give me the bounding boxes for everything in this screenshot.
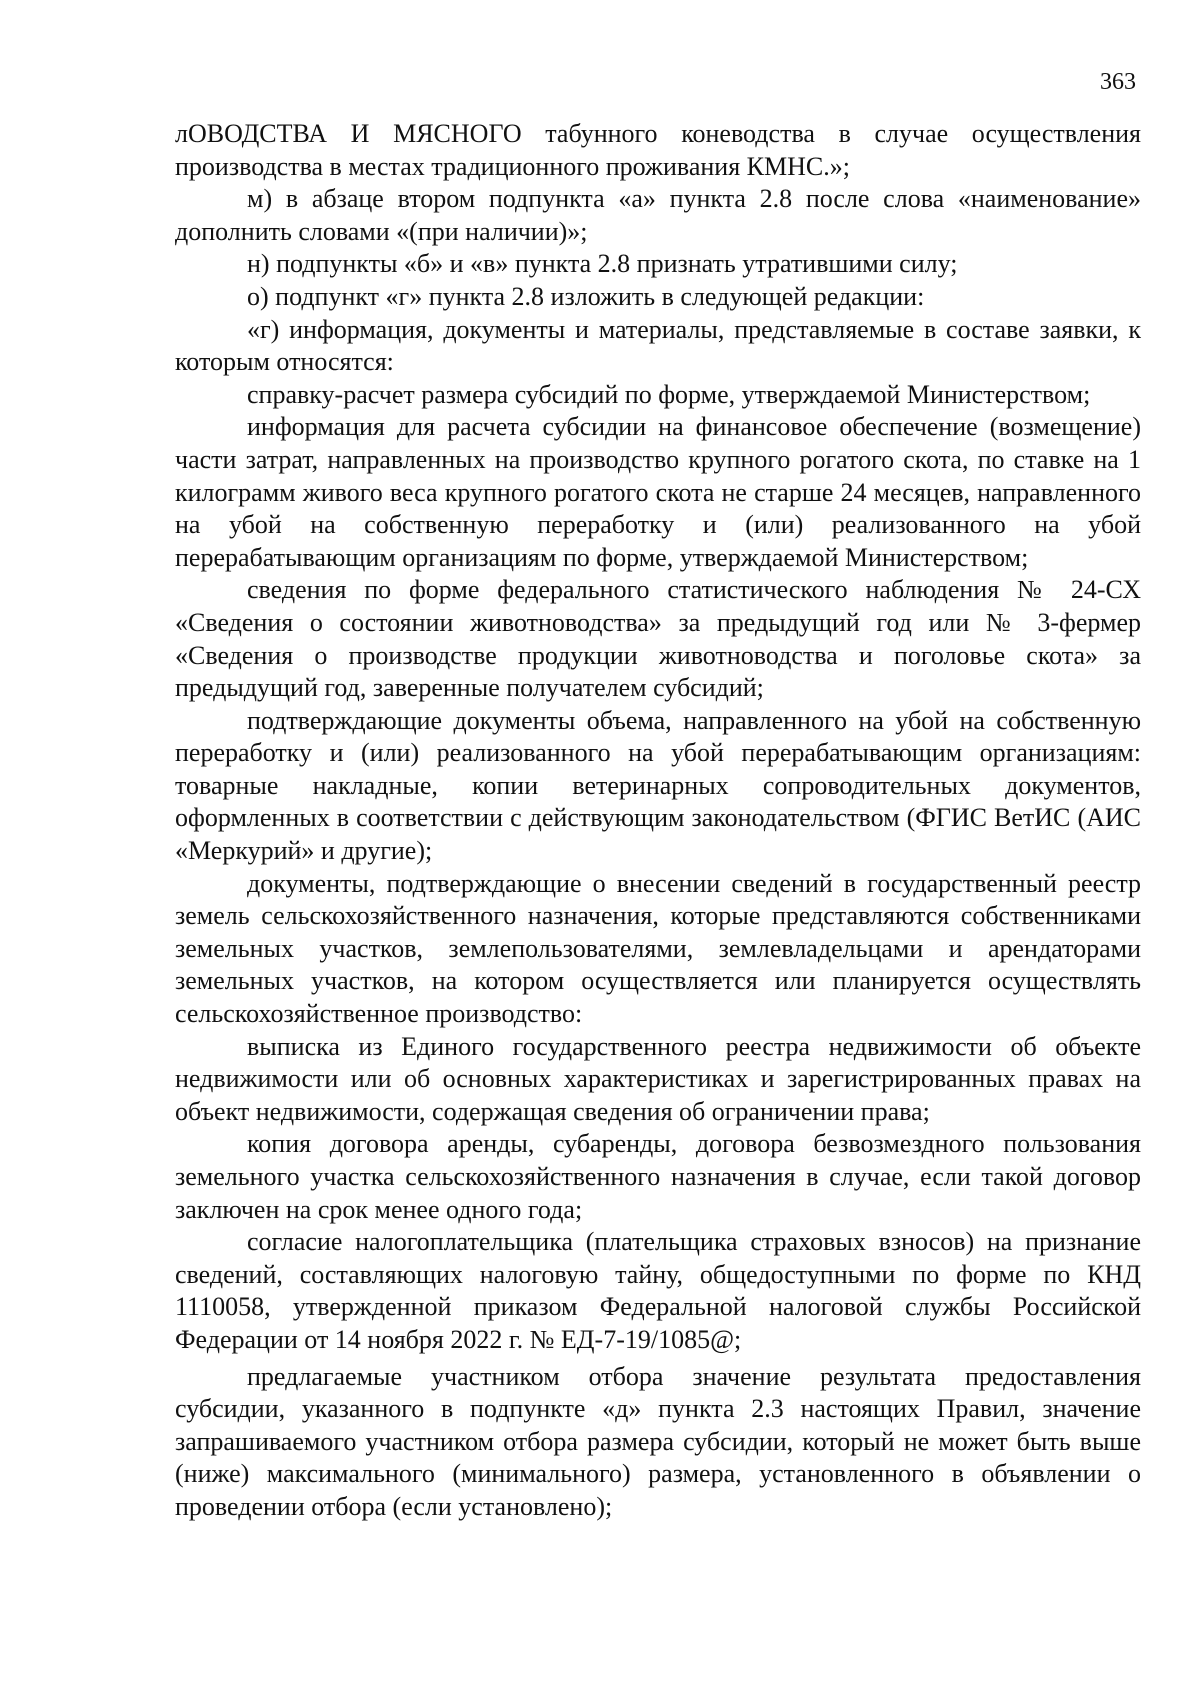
document-body: [175, 118, 1141, 1524]
paragraph-13: согласие налогоплательщика (плательщика страховых взносов) на признание сведений, составляющих налоговую тайну, общедоступными по форме по КНД 1110058, утвержденной приказом Федеральной налоговой службы Российской Федерации от 14 ноября 2022 г. № ЕД-7-19/1085@;: [175, 1227, 1141, 1354]
paragraph-3: н) подпункты «б» и «в» пункта 2.8 признать утратившими силу;: [247, 249, 958, 279]
page-number: 363: [1100, 69, 1136, 95]
paragraph-1: лОВОДСТВА И МЯСНОГО табунного коневодства в случае осуществления производства в местах традиционного проживания КМНС.»;: [175, 119, 1141, 181]
paragraph-4: о) подпункт «г» пункта 2.8 изложить в следующей редакции:: [247, 281, 925, 311]
paragraph-12: копия договора аренды, субаренды, договора безвозмездного пользования земельного участка сельскохозяйственного назначения в случае, если такой договор заключен на срок менее одного года;: [175, 1129, 1141, 1224]
paragraph-7: информация для расчета субсидии на финансовое обеспечение (возмещение) части затрат, направленных на производство крупного рогатого скота, по ставке на 1 килограмм живого веса крупного рогатого скота не старше 24 месяцев, направленного на убой на собственную переработку и (или) реализованного на убой перерабатывающим организациям по форме, утверждаемой Министерством;: [175, 412, 1141, 572]
paragraph-9: подтверждающие документы объема, направленного на убой на собственную переработку и (или) реализованного на убой перерабатывающим организациям: товарные накладные, копии ветеринарных сопроводительных документов, оформленных в соответствии с действующим законодательством (ФГИС ВетИС (АИС «Меркурий» и другие);: [175, 705, 1141, 866]
paragraph-14: предлагаемые участником отбора значение результата предоставления субсидии, указанного в подпункте «д» пункта 2.3 настоящих Правил, значение запрашиваемого участником отбора размера субсидии, который не может быть выше (ниже) максимального (минимального) размера, установленного в объявлении о проведении отбора (если установлено);: [175, 1361, 1141, 1521]
paragraph-5: «г) информация, документы и материалы, представляемые в составе заявки, к которым относятся:: [175, 314, 1141, 377]
paragraph-8: сведения по форме федерального статистического наблюдения № 24-СХ «Сведения о состоянии животноводства» за предыдущий год или № 3-фермер «Сведения о производстве продукции животноводства и поголовье скота» за предыдущий год, заверенные получателем субсидий;: [175, 575, 1141, 703]
paragraph-10: документы, подтверждающие о внесении сведений в государственный реестр земель сельскохозяйственного назначения, которые представляются собственниками земельных участков, землепользователями, землевладельцами и арендаторами земельных участков, на котором осуществляется или планируется осуществлять сельскохозяйственное производство:: [175, 868, 1141, 1029]
paragraph-2: м) в абзаце втором подпункта «а» пункта 2.8 после слова «наименование» дополнить словами «(при наличии)»;: [175, 184, 1141, 246]
paragraph-11: выписка из Единого государственного реестра недвижимости об объекте недвижимости или об основных характеристиках и зарегистрированных правах на объект недвижимости, содержащая сведения об ограничении права;: [175, 1031, 1141, 1126]
paragraph-6: справку-расчет размера субсидий по форме, утверждаемой Министерством;: [247, 379, 1091, 409]
